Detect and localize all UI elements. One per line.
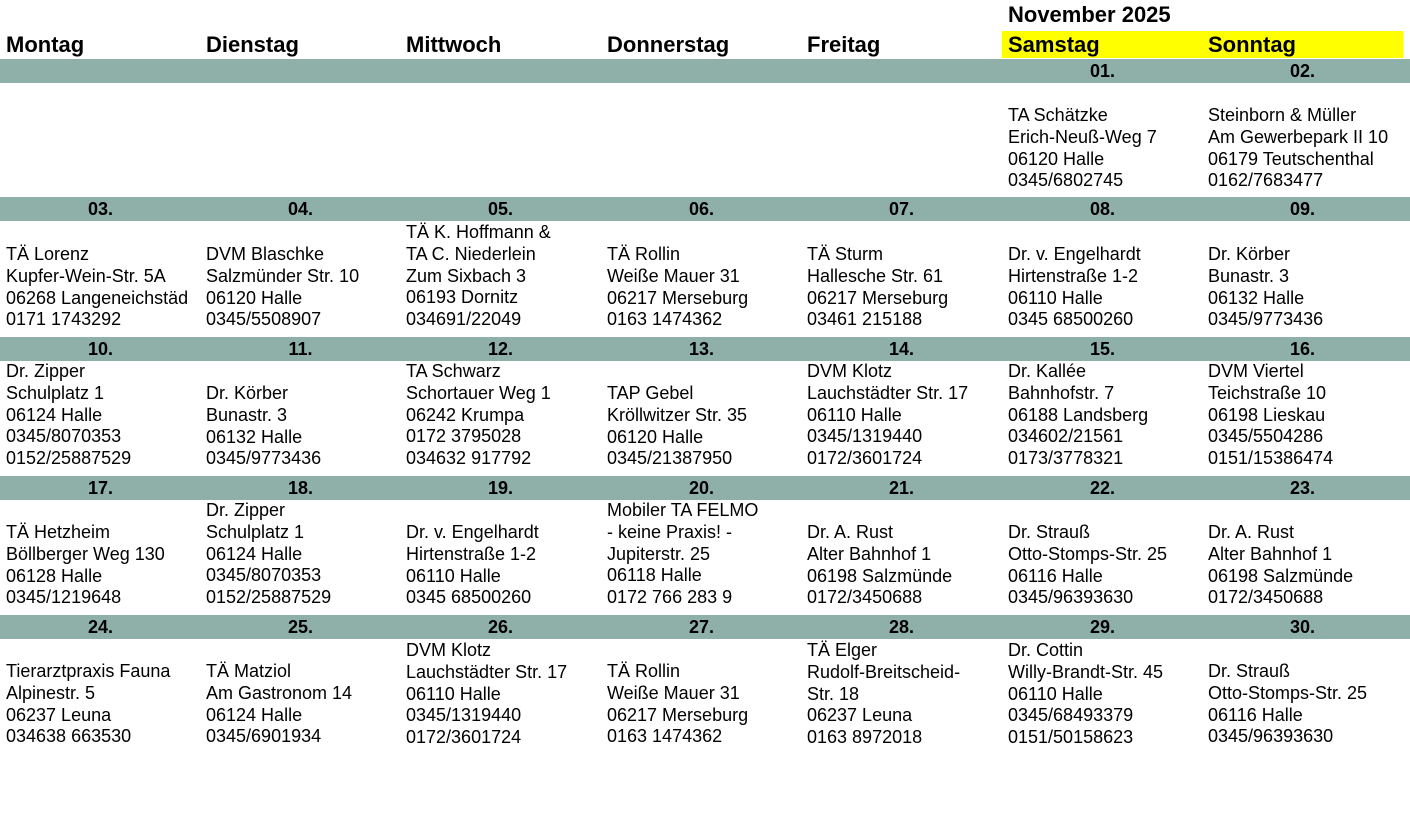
vet-entry-monday [0, 244, 201, 331]
day-number: 12. [487, 339, 514, 359]
day-number: 16. [1289, 339, 1316, 359]
day-number-band [0, 59, 1410, 83]
day-number: 04. [287, 199, 314, 219]
vet-name: TÄ Lorenz [6, 244, 90, 264]
day-number: 30. [1289, 617, 1316, 637]
vet-name: DVM Klotz [807, 361, 893, 381]
vet-name: Dr. Körber [206, 383, 289, 403]
vet-detail-line: Alpinestr. 5 [6, 682, 96, 703]
day-number: 14. [888, 339, 915, 359]
day-number-band [0, 615, 1410, 639]
weekday-wednesday: Mittwoch [406, 32, 502, 57]
vet-detail-line: 0173/3778321 [1008, 448, 1124, 469]
day-number: 11. [288, 339, 313, 359]
day-number: 22. [1089, 478, 1116, 498]
vet-detail-line: Weiße Mauer 31 [607, 682, 740, 703]
vet-name: Dr. Cottin [1008, 640, 1084, 660]
vet-name: TÄ Rollin [607, 244, 681, 264]
vet-detail-line: 0151/15386474 [1208, 448, 1334, 469]
vet-detail-line: 0345/96393630 [1008, 587, 1134, 608]
vet-detail-line: 06120 Halle [1008, 148, 1105, 169]
vet-detail-line: 06198 Salzmünde [1208, 565, 1354, 586]
day-number: 26. [487, 617, 514, 637]
vet-entry-wednesday [400, 222, 601, 331]
vet-detail-line: 034602/21561 [1008, 426, 1124, 447]
vet-detail-line: 0163 1474362 [607, 309, 723, 330]
vet-name: Dr. A. Rust [1208, 522, 1295, 542]
vet-entry-friday [801, 640, 1002, 749]
vet-name: TÄ Hetzheim [6, 522, 111, 542]
vet-detail-line: 06217 Merseburg [607, 287, 749, 308]
vet-detail-line: 06110 Halle [1008, 287, 1103, 308]
vet-entry-tuesday [200, 500, 401, 609]
vet-detail-line: Böllberger Weg 130 [6, 543, 165, 564]
vet-detail-line: 0345/1219648 [6, 587, 122, 608]
vet-detail-line: 06132 Halle [206, 426, 303, 447]
vet-detail-line: 03461 215188 [807, 309, 923, 330]
vet-detail-line: Am Gastronom 14 [206, 682, 353, 703]
vet-detail-line: 06128 Halle [6, 565, 103, 586]
vet-detail-line: 0345/6901934 [206, 726, 322, 747]
vet-detail-line: 0163 1474362 [607, 726, 723, 747]
vet-detail-line: Kröllwitzer Str. 35 [607, 404, 748, 425]
vet-entry-friday [801, 244, 1002, 331]
day-number: 05. [487, 199, 514, 219]
vet-detail-line: 06188 Landsberg [1008, 404, 1149, 425]
vet-detail-line: 0345/1319440 [406, 705, 522, 726]
vet-detail-line: Alter Bahnhof 1 [1208, 543, 1333, 564]
vet-detail-line: 06124 Halle [206, 543, 303, 564]
weekday-friday: Freitag [807, 32, 881, 57]
vet-detail-line: 0345/68493379 [1008, 705, 1134, 726]
vet-detail-line: 034691/22049 [406, 309, 522, 330]
vet-detail-line: Hallesche Str. 61 [807, 265, 944, 286]
vet-detail-line: Weiße Mauer 31 [607, 265, 740, 286]
vet-entry-tuesday [200, 383, 401, 470]
day-number [801, 59, 1002, 83]
vet-detail-line: 0172 3795028 [406, 426, 522, 447]
vet-detail-line: Bunastr. 3 [1208, 265, 1290, 286]
vet-name: Dr. Strauß [1008, 522, 1091, 542]
day-number-band [0, 337, 1410, 361]
vet-detail-line: 0345/96393630 [1208, 726, 1334, 747]
day-number: 18. [287, 478, 314, 498]
vet-detail-line: 06132 Halle [1208, 287, 1305, 308]
vet-entry-friday [801, 522, 1002, 609]
vet-name: Mobiler TA FELMO [607, 500, 759, 520]
vet-detail-line: 06198 Salzmünde [807, 565, 953, 586]
weekday-sunday: Sonntag [1202, 31, 1403, 58]
vet-detail-line: Salzmünder Str. 10 [206, 265, 360, 286]
vet-detail-line: 06237 Leuna [6, 704, 112, 725]
vet-detail-line: Erich-Neuß-Weg 7 [1008, 126, 1157, 147]
day-number: 20. [688, 478, 715, 498]
day-number-band [0, 476, 1410, 500]
vet-entry-monday [0, 361, 201, 470]
vet-name: Dr. A. Rust [807, 522, 894, 542]
vet-detail-line: 0152/25887529 [6, 448, 132, 469]
vet-detail-line: 06120 Halle [607, 426, 704, 447]
day-number: 01. [1089, 61, 1116, 81]
vet-name: Tierarztpraxis Fauna [6, 661, 171, 681]
vet-entry-saturday [1002, 105, 1203, 192]
day-number: 29. [1089, 617, 1116, 637]
vet-detail-line: 06110 Halle [406, 565, 501, 586]
vet-name: DVM Klotz [406, 640, 492, 660]
vet-entry-wednesday [400, 361, 601, 470]
vet-detail-line: Zum Sixbach 3 [406, 265, 527, 286]
vet-detail-line: Otto-Stomps-Str. 25 [1208, 682, 1368, 703]
day-number: 03. [87, 199, 114, 219]
month-title: November 2025 [1008, 2, 1171, 27]
vet-detail-line: 0172/3450688 [1208, 587, 1324, 608]
day-number: 09. [1289, 199, 1316, 219]
vet-entry-wednesday [400, 522, 601, 609]
day-number-band [0, 197, 1410, 221]
day-number [400, 59, 601, 83]
vet-entry-tuesday [200, 244, 401, 331]
vet-name: DVM Blaschke [206, 244, 325, 264]
weekday-monday: Montag [6, 32, 85, 57]
day-number: 24. [87, 617, 114, 637]
vet-name: DVM Viertel [1208, 361, 1304, 381]
vet-name: TA Schätzke [1008, 105, 1108, 125]
vet-entry-sunday [1202, 522, 1403, 609]
vet-entry-thursday [601, 500, 802, 609]
day-number [0, 59, 201, 83]
day-number: 02. [1289, 61, 1316, 81]
vet-detail-line: Alter Bahnhof 1 [807, 543, 932, 564]
day-number: 19. [487, 478, 514, 498]
vet-entry-sunday [1202, 105, 1403, 192]
vet-detail-line: - keine Praxis! - [607, 521, 733, 542]
vet-detail-line: Rudolf-Breitscheid- [807, 661, 961, 682]
vet-detail-line: 0345/9773436 [206, 448, 322, 469]
weekday-thursday: Donnerstag [607, 32, 730, 57]
vet-name: TÄ Sturm [807, 244, 884, 264]
vet-name: TÄ Rollin [607, 661, 681, 681]
vet-detail-line: 0172/3601724 [807, 448, 923, 469]
vet-detail-line: Str. 18 [807, 683, 860, 704]
vet-name: TÄ Matziol [206, 661, 292, 681]
vet-detail-line: Teichstraße 10 [1208, 382, 1327, 403]
vet-entry-monday [0, 522, 201, 609]
vet-name: TÄ Elger [807, 640, 878, 660]
vet-entry-sunday [1202, 661, 1403, 748]
vet-detail-line: Lauchstädter Str. 17 [807, 382, 969, 403]
vet-detail-line: 0345/6802745 [1008, 170, 1124, 191]
vet-detail-line: 06124 Halle [6, 404, 103, 425]
day-number: 28. [888, 617, 915, 637]
vet-detail-line: 06110 Halle [406, 683, 501, 704]
vet-entry-saturday [1002, 244, 1203, 331]
weekday-tuesday: Dienstag [206, 32, 299, 57]
vet-detail-line: 06268 Langeneichstäd [6, 287, 189, 308]
vet-detail-line: 0345/8070353 [206, 565, 322, 586]
vet-detail-line: Schortauer Weg 1 [406, 382, 551, 403]
vet-detail-line: Kupfer-Wein-Str. 5A [6, 265, 166, 286]
vet-detail-line: 0345/8070353 [6, 426, 122, 447]
day-number: 10. [87, 339, 114, 359]
vet-entry-wednesday [400, 640, 601, 749]
vet-detail-line: 0345/1319440 [807, 426, 923, 447]
vet-detail-line: 06116 Halle [1208, 704, 1303, 725]
vet-detail-line: Schulplatz 1 [6, 382, 105, 403]
vet-detail-line: 06198 Lieskau [1208, 404, 1326, 425]
vet-detail-line: 0345/9773436 [1208, 309, 1324, 330]
day-number: 06. [688, 199, 715, 219]
vet-detail-line: 0172/3601724 [406, 727, 522, 748]
day-number: 27. [688, 617, 715, 637]
vet-detail-line: 06116 Halle [1008, 565, 1103, 586]
day-number: 08. [1089, 199, 1116, 219]
vet-entry-friday [801, 361, 1002, 470]
vet-detail-line: Schulplatz 1 [206, 521, 305, 542]
vet-entry-thursday [601, 383, 802, 470]
vet-detail-line: Bunastr. 3 [206, 404, 288, 425]
vet-detail-line: 0171 1743292 [6, 309, 122, 330]
vet-detail-line: 06118 Halle [607, 565, 702, 586]
vet-entry-sunday [1202, 361, 1403, 470]
vet-detail-line: 06237 Leuna [807, 705, 913, 726]
vet-detail-line: 06110 Halle [807, 404, 902, 425]
vet-entry-tuesday [200, 661, 401, 748]
day-number: 25. [287, 617, 314, 637]
vet-name: Dr. Zipper [6, 361, 86, 381]
vet-detail-line: 06124 Halle [206, 704, 303, 725]
vet-detail-line: 0162/7683477 [1208, 170, 1324, 191]
vet-name: Dr. Strauß [1208, 661, 1291, 681]
vet-detail-line: 0345 68500260 [1008, 309, 1134, 330]
vet-name: TAP Gebel [607, 383, 694, 403]
vet-detail-line: Otto-Stomps-Str. 25 [1008, 543, 1168, 564]
vet-entry-sunday [1202, 244, 1403, 331]
vet-name: TA Schwarz [406, 361, 501, 381]
vet-detail-line: Lauchstädter Str. 17 [406, 661, 568, 682]
vet-detail-line: Bahnhofstr. 7 [1008, 382, 1115, 403]
vet-name: Dr. v. Engelhardt [406, 522, 539, 542]
vet-detail-line: 0152/25887529 [206, 587, 332, 608]
vet-detail-line: 034638 663530 [6, 726, 132, 747]
vet-detail-line: Jupiterstr. 25 [607, 543, 711, 564]
vet-detail-line: Am Gewerbepark II 10 [1208, 126, 1389, 147]
vet-name: Dr. v. Engelhardt [1008, 244, 1141, 264]
vet-detail-line: 06217 Merseburg [607, 704, 749, 725]
vet-name: Steinborn & Müller [1208, 105, 1357, 125]
day-number [601, 59, 802, 83]
vet-entry-saturday [1002, 361, 1203, 470]
vet-entry-thursday [601, 661, 802, 748]
vet-detail-line: 0345/5508907 [206, 309, 322, 330]
vet-name: Dr. Kallée [1008, 361, 1087, 381]
vet-detail-line: 06242 Krumpa [406, 404, 525, 425]
day-number: 21. [888, 478, 915, 498]
vet-name: Dr. Körber [1208, 244, 1291, 264]
vet-detail-line: 06193 Dornitz [406, 287, 519, 308]
vet-detail-line: Willy-Brandt-Str. 45 [1008, 661, 1164, 682]
vet-detail-line: 06110 Halle [1008, 683, 1103, 704]
weekday-saturday: Samstag [1002, 31, 1203, 58]
vet-detail-line: 06179 Teutschenthal [1208, 148, 1374, 169]
vet-name: Dr. Zipper [206, 500, 286, 520]
day-number [200, 59, 401, 83]
vet-entry-saturday [1002, 640, 1203, 749]
vet-detail-line: TA C. Niederlein [406, 243, 536, 264]
day-number: 17. [87, 478, 114, 498]
vet-detail-line: 06217 Merseburg [807, 287, 949, 308]
vet-detail-line: 0163 8972018 [807, 727, 923, 748]
vet-entry-thursday [601, 244, 802, 331]
vet-detail-line: 06120 Halle [206, 287, 303, 308]
vet-detail-line: 034632 917792 [406, 448, 532, 469]
vet-detail-line: Hirtenstraße 1-2 [406, 543, 537, 564]
vet-detail-line: 0345/21387950 [607, 448, 733, 469]
day-number: 23. [1289, 478, 1316, 498]
vet-detail-line: Hirtenstraße 1-2 [1008, 265, 1139, 286]
day-number: 15. [1089, 339, 1116, 359]
vet-detail-line: 0172 766 283 9 [607, 587, 733, 608]
day-number: 13. [688, 339, 715, 359]
vet-detail-line: 0345/5504286 [1208, 426, 1324, 447]
vet-entry-monday [0, 661, 201, 748]
weekday-header-row [0, 31, 1406, 58]
vet-detail-line: 0172/3450688 [807, 587, 923, 608]
vet-detail-line: 0345 68500260 [406, 587, 532, 608]
day-number: 07. [888, 199, 915, 219]
vet-entry-saturday [1002, 522, 1203, 609]
vet-name: TÄ K. Hoffmann & [406, 222, 551, 242]
vet-detail-line: 0151/50158623 [1008, 727, 1134, 748]
